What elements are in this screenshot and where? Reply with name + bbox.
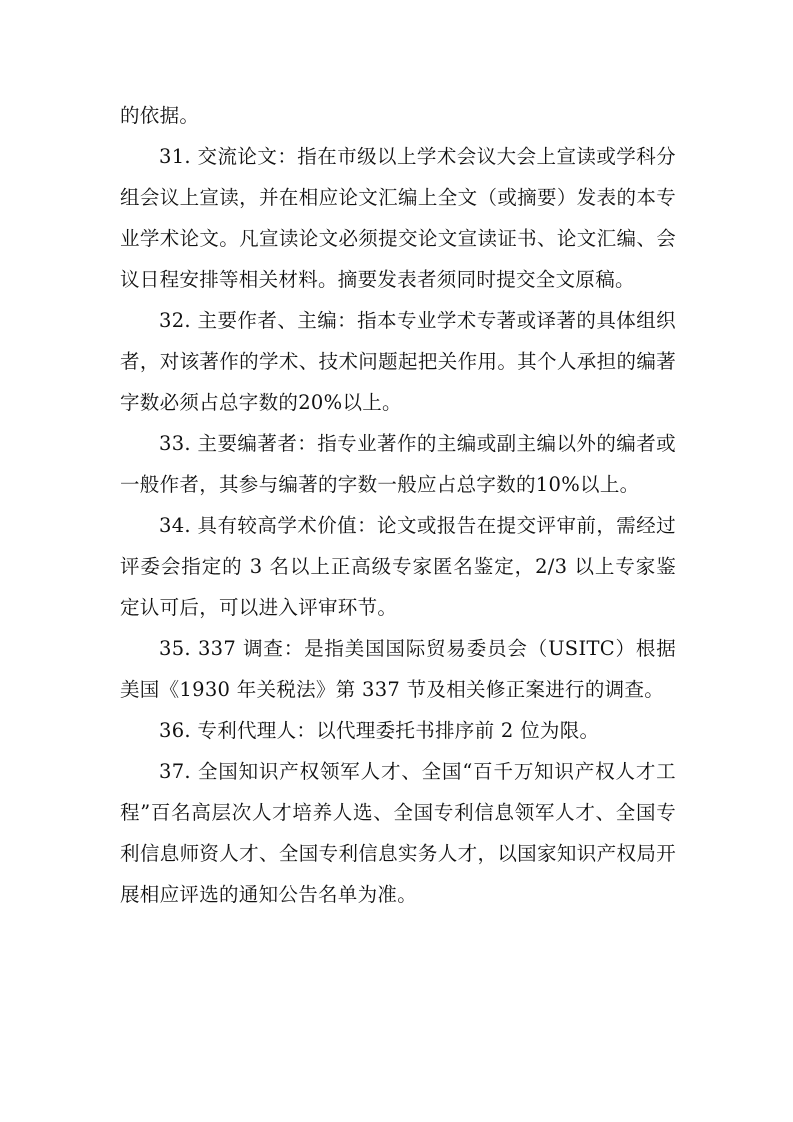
paragraph-item-36: 36. 专利代理人：以代理委托书排序前 2 位为限。 [159,719,600,742]
paragraph-item-33: 33. 主要编著者：指专业著作的主编或副主编以外的编者或一般作者，其参与编著的字数一般应占总字数的10%以上。 [120,432,676,496]
paragraph-item-31: 31. 交流论文：指在市级以上学术会议大会上宣读或学科分组会议上宣读，并在相应论文汇编上全文（或摘要）发表的本专业学术论文。凡宣读论文必须提交论文宣读证书、论文汇编、会议日程安排等相关材料。摘要发表者须同时提交全文原稿。 [120,145,676,291]
paragraph-item-35: 35. 337 调查：是指美国国际贸易委员会（USITC）根据美国《1930 年关税法》第 337 节及相关修正案进行的调查。 [120,637,676,701]
paragraph-item-37: 37. 全国知识产权领军人才、全国“百千万知识产权人才工程”百名高层次人才培养人选、全国专利信息领军人才、全国专利信息师资人才、全国专利信息实务人才，以国家知识产权局开展相应评选的通知公告名单为准。 [120,760,676,906]
document-body [120,95,676,915]
paragraph-item-32: 32. 主要作者、主编：指本专业学术专著或译著的具体组织者，对该著作的学术、技术问题起把关作用。其个人承担的编著字数必须占总字数的20%以上。 [120,309,676,414]
paragraph-continuation: 的依据。 [120,104,200,127]
paragraph-item-34: 34. 具有较高学术价值：论文或报告在提交评审前，需经过评委会指定的 3 名以上正高级专家匿名鉴定，2/3 以上专家鉴定认可后，可以进入评审环节。 [120,514,676,619]
